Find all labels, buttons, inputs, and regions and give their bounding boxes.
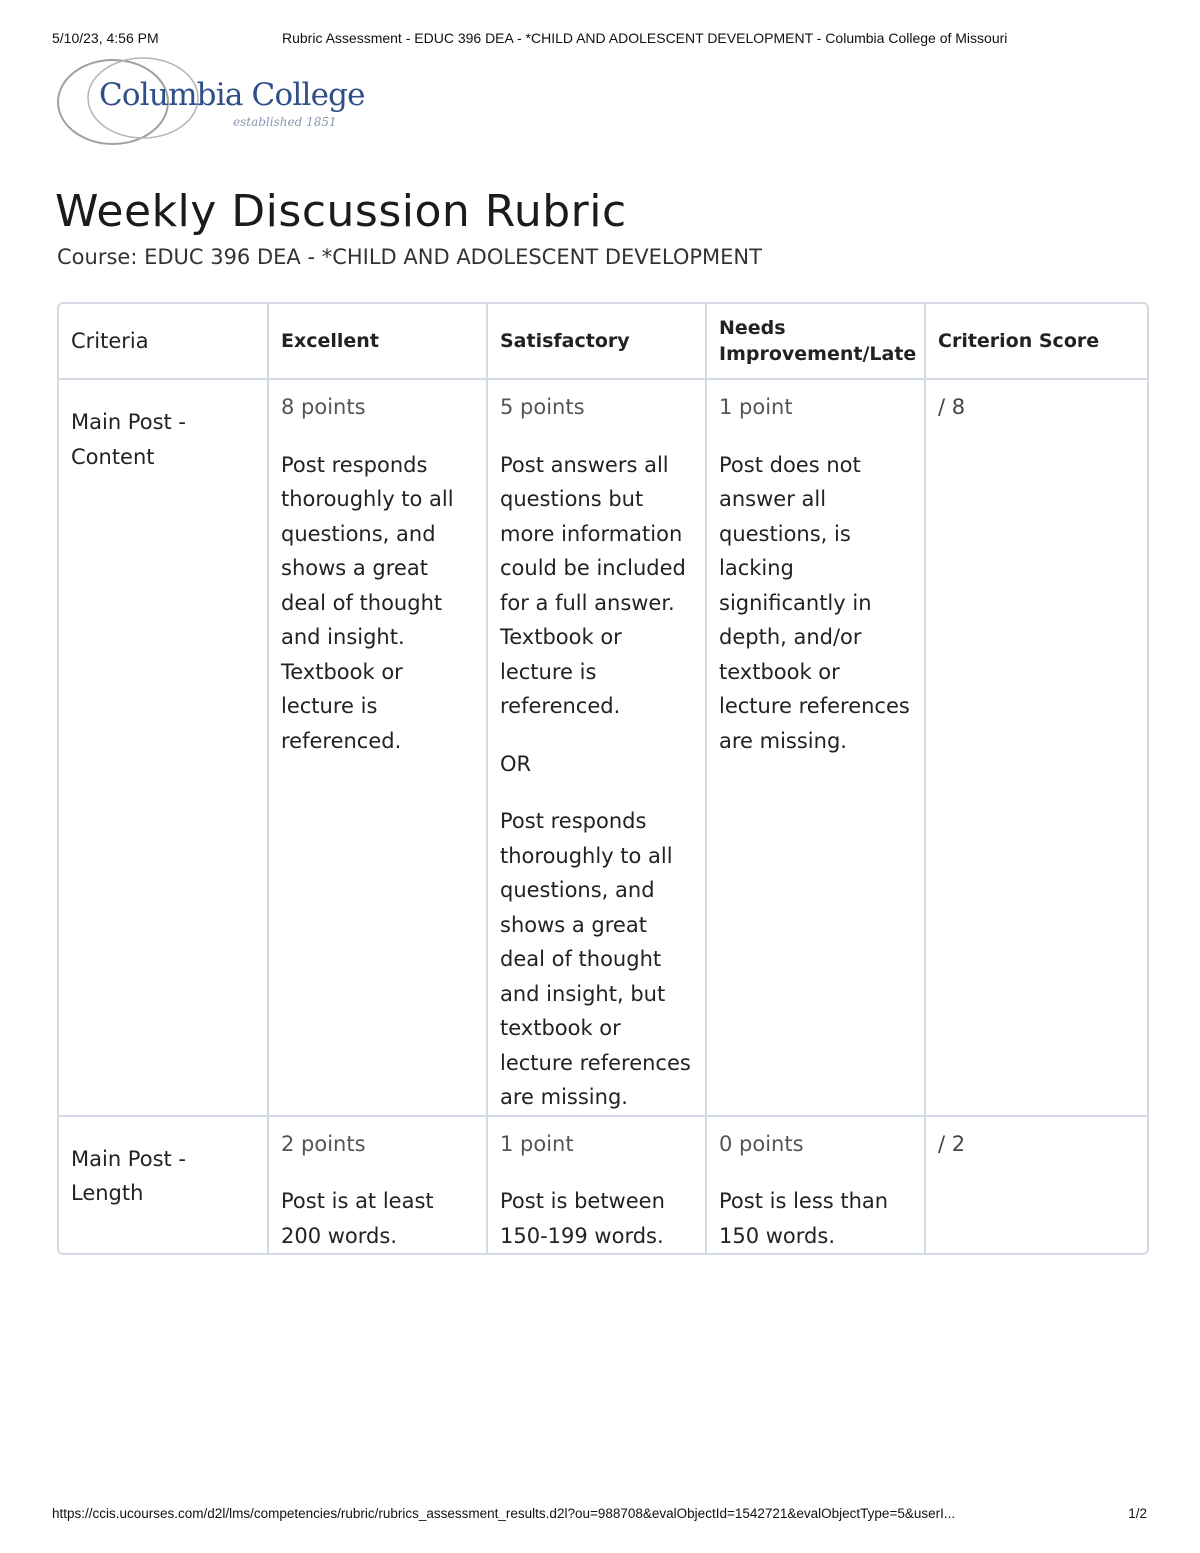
header-criterion-score: Criterion Score [926,304,1147,380]
course-line: Course: EDUC 396 DEA - *CHILD AND ADOLESCENT DEVELOPMENT [57,245,762,269]
level-points: 8 points [281,395,366,419]
print-page-title: Rubric Assessment - EDUC 396 DEA - *CHILD AND ADOLESCENT DEVELOPMENT - Columbia College of Missouri [282,30,1008,46]
level-description: Post does not answer all questions, is lacking significantly in depth, and/or textbook or lecture references are missing. [719,452,910,753]
level-description: Post is less than 150 words. [719,1189,889,1248]
level-description: Post answers all questions but more information could be included for a full answer. Textbook or lecture is referenced. [500,452,686,718]
level-description: Post is at least 200 words. [281,1189,434,1248]
table-row [59,1117,1147,1254]
criterion-name: Main Post - Length [59,1117,269,1254]
level-cell [488,380,707,1117]
level-cell [269,1117,488,1254]
criterion-name: Main Post - Content [59,380,269,1117]
level-description: Post is between 150-199 words. [500,1189,665,1248]
rubric-header-row [59,304,1147,380]
level-points: 5 points [500,395,585,419]
rubric-table [57,302,1149,1255]
score-cell [926,380,1147,1117]
level-cell [488,1117,707,1254]
level-description: Post responds thoroughly to all questions, and shows a great deal of thought and insight. Textbook or lecture is referenced. [281,452,454,753]
level-description-alt: Post responds thoroughly to all questions, and shows a great deal of thought and insight, but textbook or lecture references are missing. [500,809,691,1109]
criterion-score: / 8 [938,395,966,419]
level-cell [707,380,926,1117]
page-title: Weekly Discussion Rubric [55,186,627,237]
header-criteria: Criteria [59,304,269,380]
table-row [59,380,1147,1117]
level-points: 2 points [281,1131,366,1156]
level-cell [269,380,488,1117]
level-points: 0 points [719,1131,804,1156]
college-logo [55,55,375,150]
header-excellent: Excellent [269,304,488,380]
logo-wordmark: Columbia College [99,77,365,113]
criterion-score: / 2 [938,1131,966,1156]
logo-tagline: established 1851 [233,115,337,129]
print-datetime: 5/10/23, 4:56 PM [52,30,159,46]
level-cell [707,1117,926,1254]
header-needs-improvement: Needs Improvement/Late [707,304,926,380]
level-or-separator: OR [500,751,532,776]
level-points: 1 point [500,1131,574,1156]
header-satisfactory: Satisfactory [488,304,707,380]
page-number: 1/2 [1128,1506,1147,1521]
page-url-link[interactable]: https://ccis.ucourses.com/d2l/lms/competencies/rubric/rubrics_assessment_results.d2l?ou=988708&evalObjectId=1542721&evalObjectType=5&userI... [52,1506,956,1521]
level-points: 1 point [719,395,793,419]
score-cell [926,1117,1147,1254]
